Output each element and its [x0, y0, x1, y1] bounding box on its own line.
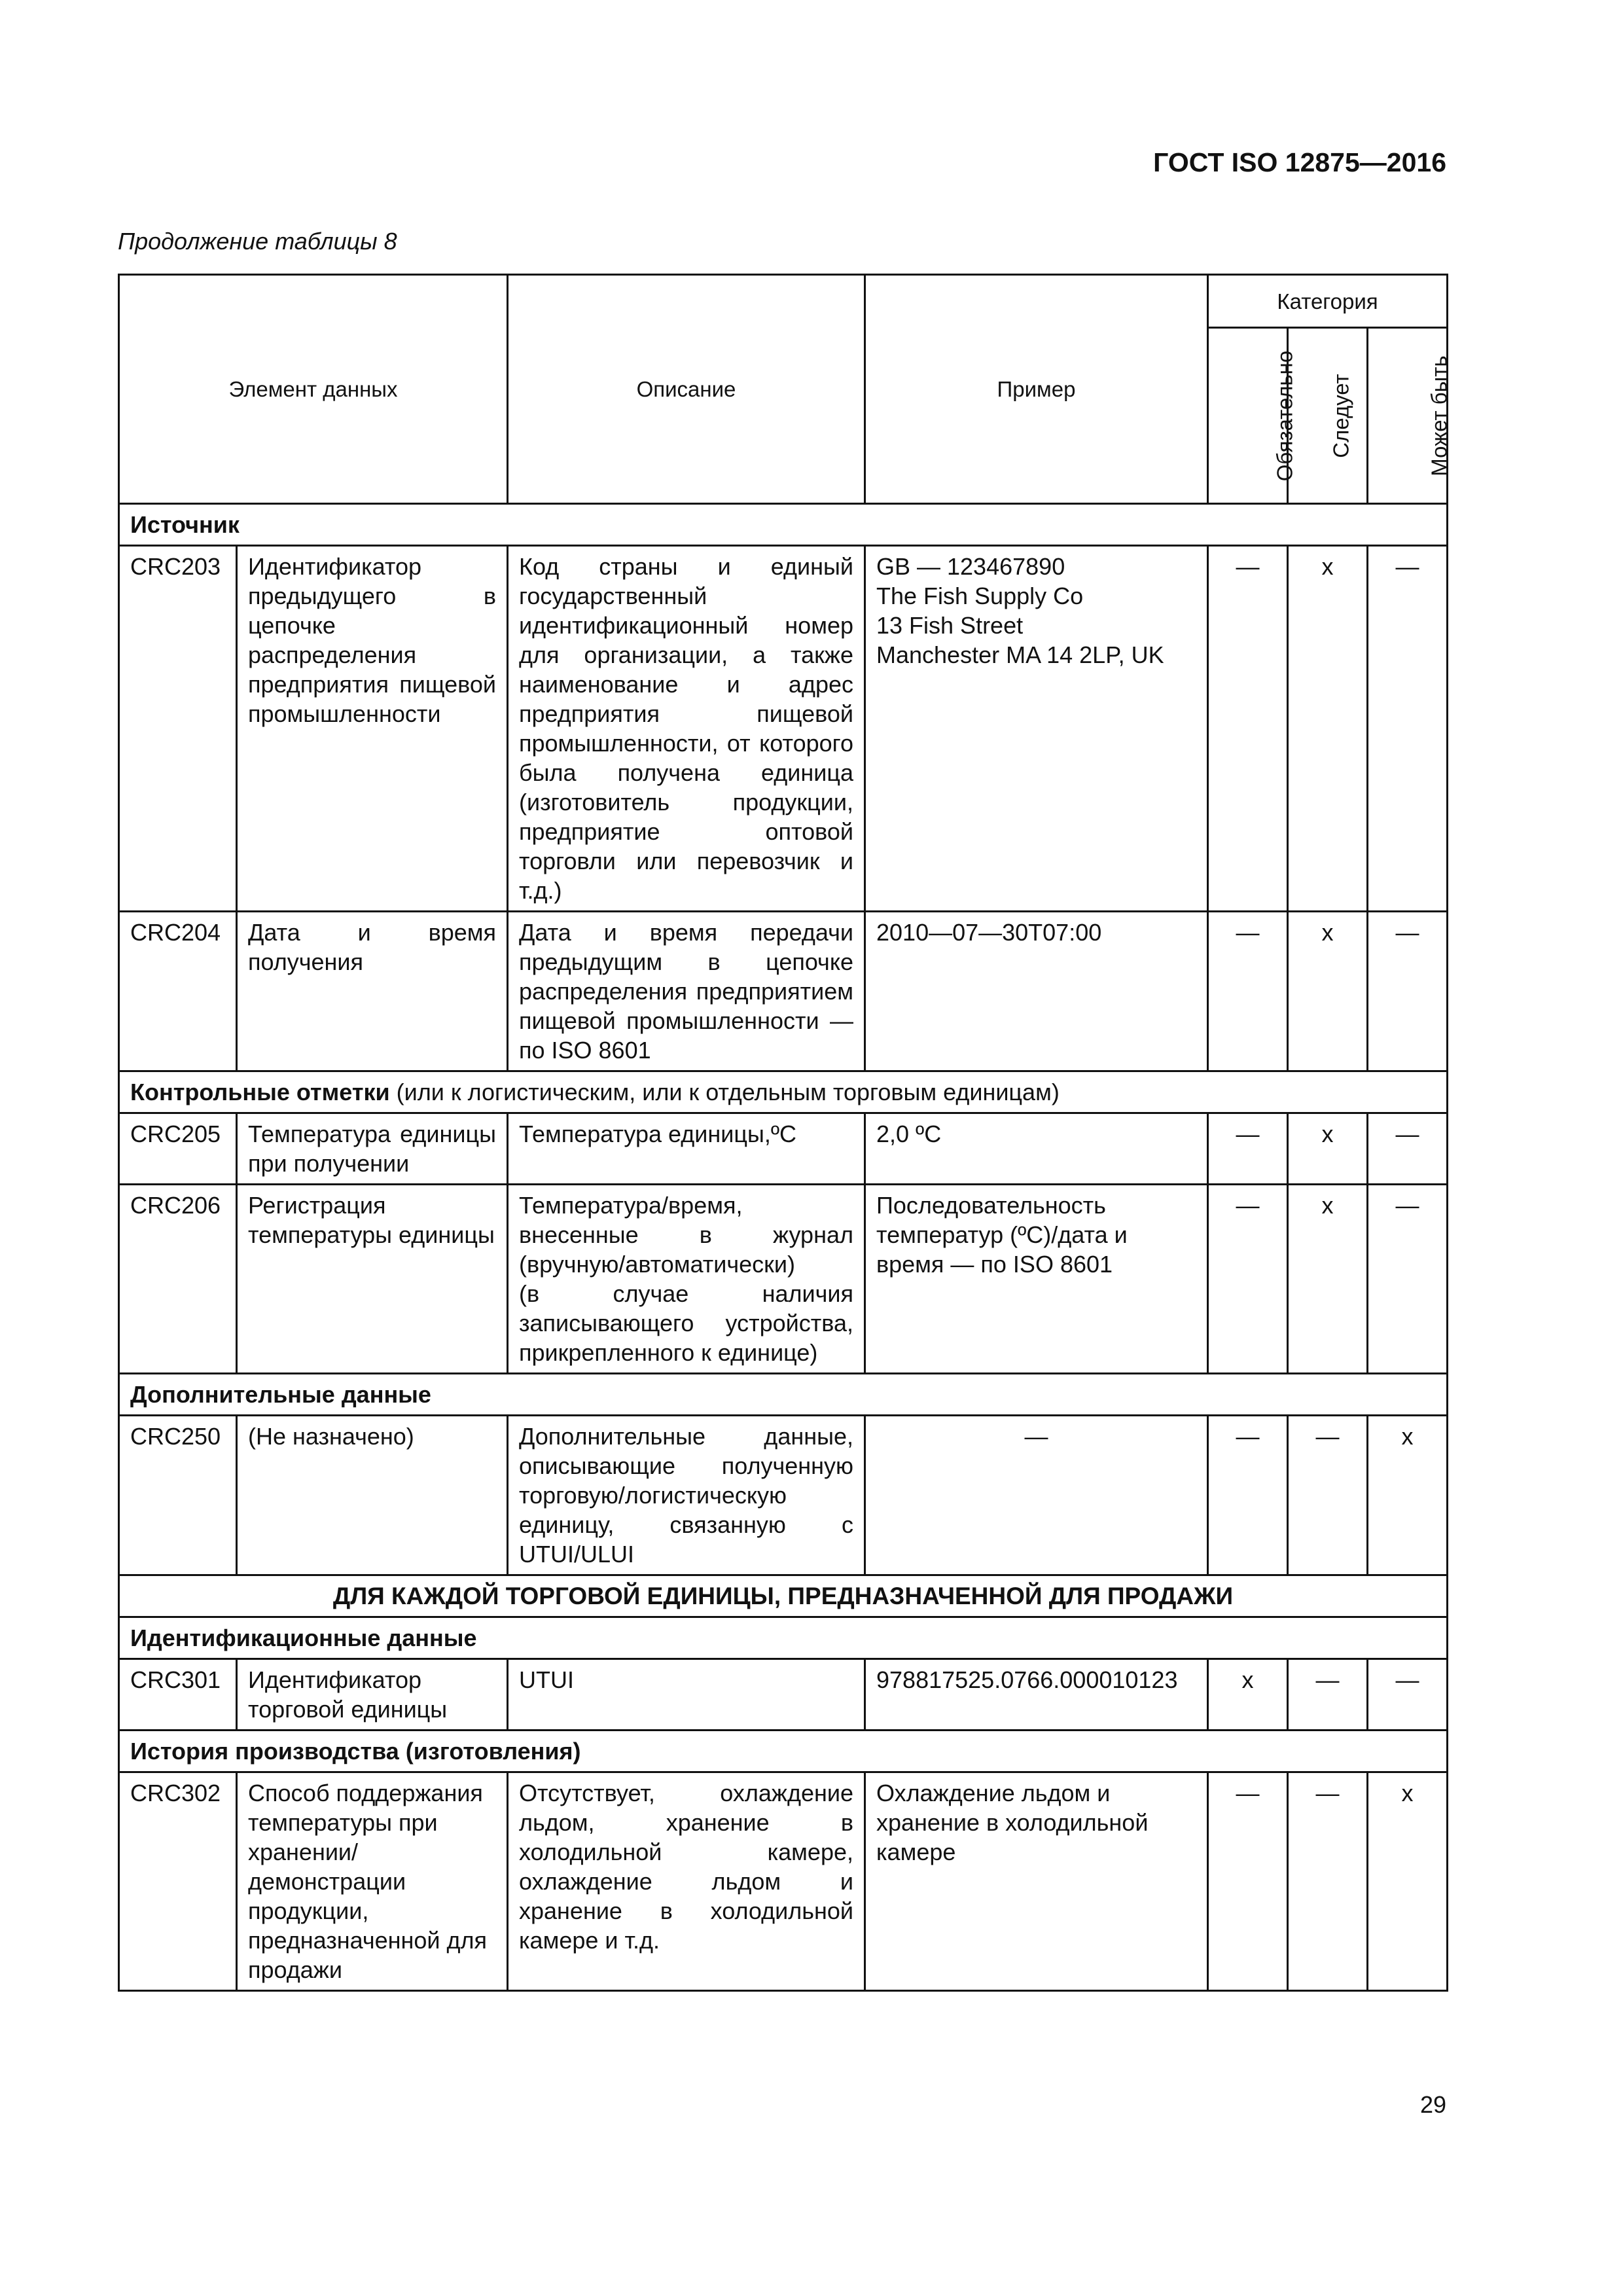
section-banner-trade-unit: [119, 1575, 1448, 1617]
example-line: The Fish Supply Co: [876, 583, 1084, 609]
row-may: —: [1368, 912, 1448, 1071]
row-mandatory: —: [1208, 1113, 1288, 1185]
row-element: (Не назначено): [237, 1416, 508, 1575]
row-example: 2010—07—30T07:00: [865, 912, 1208, 1071]
table-row: [119, 1185, 1448, 1374]
section-title-bold: Контрольные отметки: [130, 1079, 390, 1105]
section-title: [119, 1071, 1448, 1113]
description-line: Температура/время, внесенные в журнал (вручную/автоматически): [519, 1192, 853, 1278]
row-should: —: [1288, 1416, 1368, 1575]
row-should: x: [1288, 1113, 1368, 1185]
row-may: —: [1368, 1659, 1448, 1731]
row-code: CRC205: [119, 1113, 237, 1185]
header-may: [1368, 328, 1452, 504]
table-row: [119, 1772, 1448, 1991]
row-mandatory: x: [1208, 1659, 1288, 1731]
banner-title: ДЛЯ КАЖДОЙ ТОРГОВОЙ ЕДИНИЦЫ, ПРЕДНАЗНАЧЕННОЙ ДЛЯ ПРОДАЖИ: [119, 1575, 1448, 1617]
row-example: —: [865, 1416, 1208, 1575]
row-code: CRC250: [119, 1416, 237, 1575]
header-may-label: Может быть: [1427, 355, 1452, 476]
section-row-control-marks: [119, 1071, 1448, 1113]
row-mandatory: —: [1208, 912, 1288, 1071]
row-should: x: [1288, 1185, 1368, 1374]
row-element: Регистрация температуры единицы: [237, 1185, 508, 1374]
row-may: —: [1368, 1185, 1448, 1374]
row-example: 2,0 ºС: [865, 1113, 1208, 1185]
row-description: Температура единицы,ºС: [508, 1113, 865, 1185]
page-number: 29: [1419, 2091, 1446, 2118]
row-description: Дополнительные данные, описывающие полученную торговую/логистическую единицу, связанную с UTUI/ULUI: [508, 1416, 865, 1575]
section-row-source: [119, 504, 1448, 546]
row-description: [508, 1185, 865, 1374]
row-should: —: [1288, 1659, 1368, 1731]
section-title: Идентификационные данные: [119, 1617, 1448, 1659]
row-description: UTUI: [508, 1659, 865, 1731]
section-title: Источник: [119, 504, 1448, 546]
section-row-production-history: [119, 1731, 1448, 1772]
row-example: Охлаждение льдом и хранение в холодильной камере: [865, 1772, 1208, 1991]
row-code: CRC203: [119, 546, 237, 912]
row-may: x: [1368, 1772, 1448, 1991]
table-header-row: [119, 275, 1448, 328]
example-line: Manchester MA 14 2LP, UK: [876, 641, 1164, 668]
header-should: [1288, 328, 1368, 504]
table-row: [119, 1113, 1448, 1185]
header-mandatory-label: Обязательно: [1272, 350, 1297, 481]
row-element: Температура единицы при получении: [237, 1113, 508, 1185]
row-may: x: [1368, 1416, 1448, 1575]
header-mandatory: [1208, 328, 1297, 504]
row-description: Код страны и единый государственный идентификационный номер для организации, а также наименование и адрес предприятия пищевой промышленности, от которого была получена единица (изготовитель продукции, предприятие оптовой торговли или перевозчик и т.д.): [508, 546, 865, 912]
header-should-label: Следует: [1329, 373, 1353, 458]
section-row-additional: [119, 1374, 1448, 1416]
table-row: [119, 1416, 1448, 1575]
table-row: [119, 912, 1448, 1071]
row-mandatory: —: [1208, 1772, 1288, 1991]
table-row: [119, 546, 1448, 912]
row-should: x: [1288, 912, 1368, 1071]
row-element: Способ поддержания температуры при хранении/демонстрации продукции, предназначенной для продажи: [237, 1772, 508, 1991]
document-id: ГОСТ ISO 12875—2016: [1153, 147, 1446, 177]
row-code: CRC204: [119, 912, 237, 1071]
header-description: Описание: [508, 275, 865, 504]
row-code: CRC301: [119, 1659, 237, 1731]
row-should: —: [1288, 1772, 1368, 1991]
row-code: CRC302: [119, 1772, 237, 1991]
row-element: Дата и время получения: [237, 912, 508, 1071]
header-example: Пример: [865, 275, 1208, 504]
example-line: GB — 123467890: [876, 553, 1065, 580]
row-code: CRC206: [119, 1185, 237, 1374]
row-element: Идентификатор предыдущего в цепочке распределения предприятия пищевой промышленности: [237, 546, 508, 912]
row-may: —: [1368, 1113, 1448, 1185]
table-continuation-caption: Продолжение таблицы 8: [118, 228, 397, 255]
header-element: Элемент данных: [119, 275, 508, 504]
example-line: 13 Fish Street: [876, 612, 1024, 639]
row-should: x: [1288, 546, 1368, 912]
description-line: (в случае наличия записывающего устройства, прикрепленного к единице): [519, 1280, 853, 1366]
section-row-identification: [119, 1617, 1448, 1659]
data-elements-table: [118, 274, 1452, 1992]
row-mandatory: —: [1208, 546, 1288, 912]
row-description: Дата и время передачи предыдущим в цепочке распределения предприятием пищевой промышленности — по ISO 8601: [508, 912, 865, 1071]
header-category: Категория: [1208, 275, 1448, 328]
section-title-note: (или к логистическим, или к отдельным торговым единицам): [389, 1079, 1060, 1105]
row-mandatory: —: [1208, 1185, 1288, 1374]
section-title: История производства (изготовления): [119, 1731, 1448, 1772]
row-example: [865, 546, 1208, 912]
row-element: Идентификатор торговой единицы: [237, 1659, 508, 1731]
row-example: 978817525.0766.000010123: [865, 1659, 1208, 1731]
row-may: —: [1368, 546, 1448, 912]
row-example: Последовательность температур (ºС)/дата и время — по ISO 8601: [865, 1185, 1208, 1374]
table-row: [119, 1659, 1448, 1731]
section-title: Дополнительные данные: [119, 1374, 1448, 1416]
row-description: Отсутствует, охлаждение льдом, хранение в холодильной камере, охлаждение льдом и хранение в холодильной камере и т.д.: [508, 1772, 865, 1991]
row-mandatory: —: [1208, 1416, 1288, 1575]
